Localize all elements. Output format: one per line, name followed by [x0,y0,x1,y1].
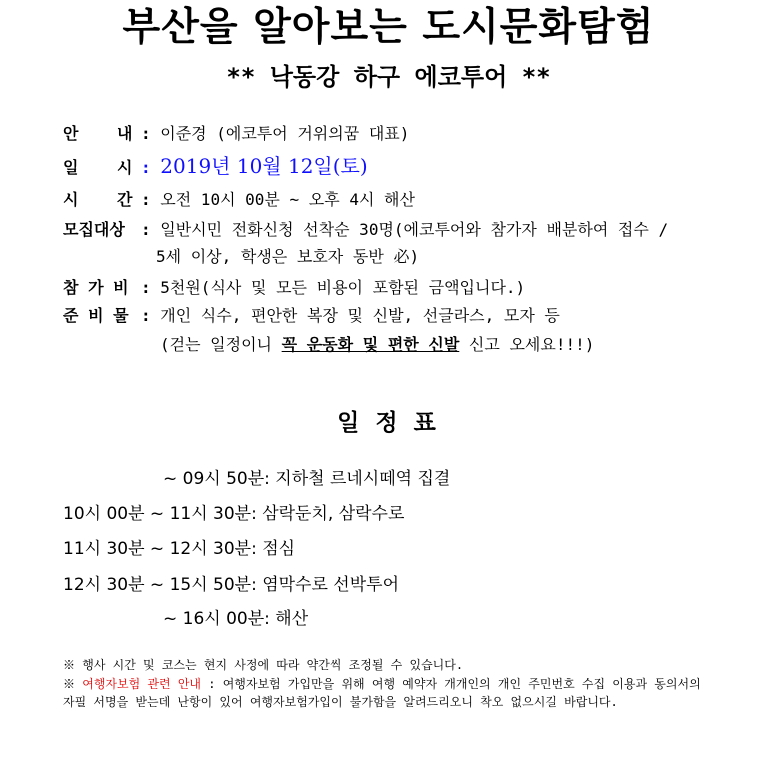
info-row-date: 일 시 : 2019년 10월 12일(토) [63,153,763,181]
info-label-recruit: 모집대상 [63,220,125,239]
prep-note-emphasis: 꼭 운동화 및 편한 신발 [281,335,460,354]
prep-note-after: 신고 오세요!!!) [459,335,595,354]
prep-note-before: (걷는 일정이니 [160,335,282,354]
info-label-fee: 참 가 비 [63,278,129,297]
schedule-item: 12시 30분 ~ 15시 50분: 염막수로 선박투어 [63,575,399,595]
schedule-item: 11시 30분 ~ 12시 30분: 점심 [63,539,296,559]
notice-schedule-change: ※ 행사 시간 및 코스는 현지 사정에 따라 약간씩 조정될 수 있습니다. [63,658,464,672]
info-label-guide: 안 내 [63,124,133,143]
info-row-recruit: 모집대상 : 일반시민 전화신청 선착순 30명(에코투어와 참가자 배분하여 접수 / [63,217,763,243]
info-row-fee: 참 가 비 : 5천원(식사 및 모든 비용이 포함된 금액입니다.) [63,275,763,301]
info-label-time: 시 간 [63,190,133,209]
info-value-date: 2019년 10월 12일(토) [160,154,368,178]
prep-note [160,332,594,358]
info-value-time: 오전 10시 00분 ~ 오후 4시 해산 [160,190,415,209]
info-value-recruit-cont: 5세 이상, 학생은 보호자 동반 必) [156,247,420,266]
notice-insurance-body: : 여행자보험 가입만을 위해 여행 예약자 개개인의 개인 주민번호 수집 이용과 동의서의 자필 서명을 받는데 난항이 있어 여행자보험가입이 불가함을 알려드리오니 착오 없으시길 바랍니다. [63,677,701,709]
info-row-guide: 안 내 : 이준경 (에코투어 거위의꿈 대표) [63,121,763,147]
schedule-item: 10시 00분 ~ 11시 30분: 삼락둔치, 삼락수로 [63,504,405,524]
notice-insurance [63,675,713,711]
notice-mark: ※ [63,677,83,691]
info-row-prep: 준 비 물 : 개인 식수, 편안한 복장 및 신발, 선글라스, 모자 등 [63,303,763,329]
info-row-time: 시 간 : 오전 10시 00분 ~ 오후 4시 해산 [63,187,763,213]
schedule-item: ~ 09시 50분: 지하철 르네시떼역 집결 [163,469,451,489]
info-label-date: 일 시 [63,158,133,177]
notice-insurance-heading: 여행자보험 관련 안내 [82,677,202,691]
schedule-title: 일 정 표 [337,410,440,436]
page-subtitle: ** 낙동강 하구 에코투어 ** [226,63,551,91]
info-value-recruit: 일반시민 전화신청 선착순 30명(에코투어와 참가자 배분하여 접수 / [160,220,669,239]
info-value-fee: 5천원(식사 및 모든 비용이 포함된 금액입니다.) [160,278,526,297]
schedule-item: ~ 16시 00분: 해산 [163,609,309,629]
info-value-guide: 이준경 (에코투어 거위의꿈 대표) [160,124,410,143]
info-label-prep: 준 비 물 [63,306,129,325]
info-value-prep: 개인 식수, 편안한 복장 및 신발, 선글라스, 모자 등 [160,306,560,325]
page-title: 부산을 알아보는 도시문화탐험 [122,5,655,50]
